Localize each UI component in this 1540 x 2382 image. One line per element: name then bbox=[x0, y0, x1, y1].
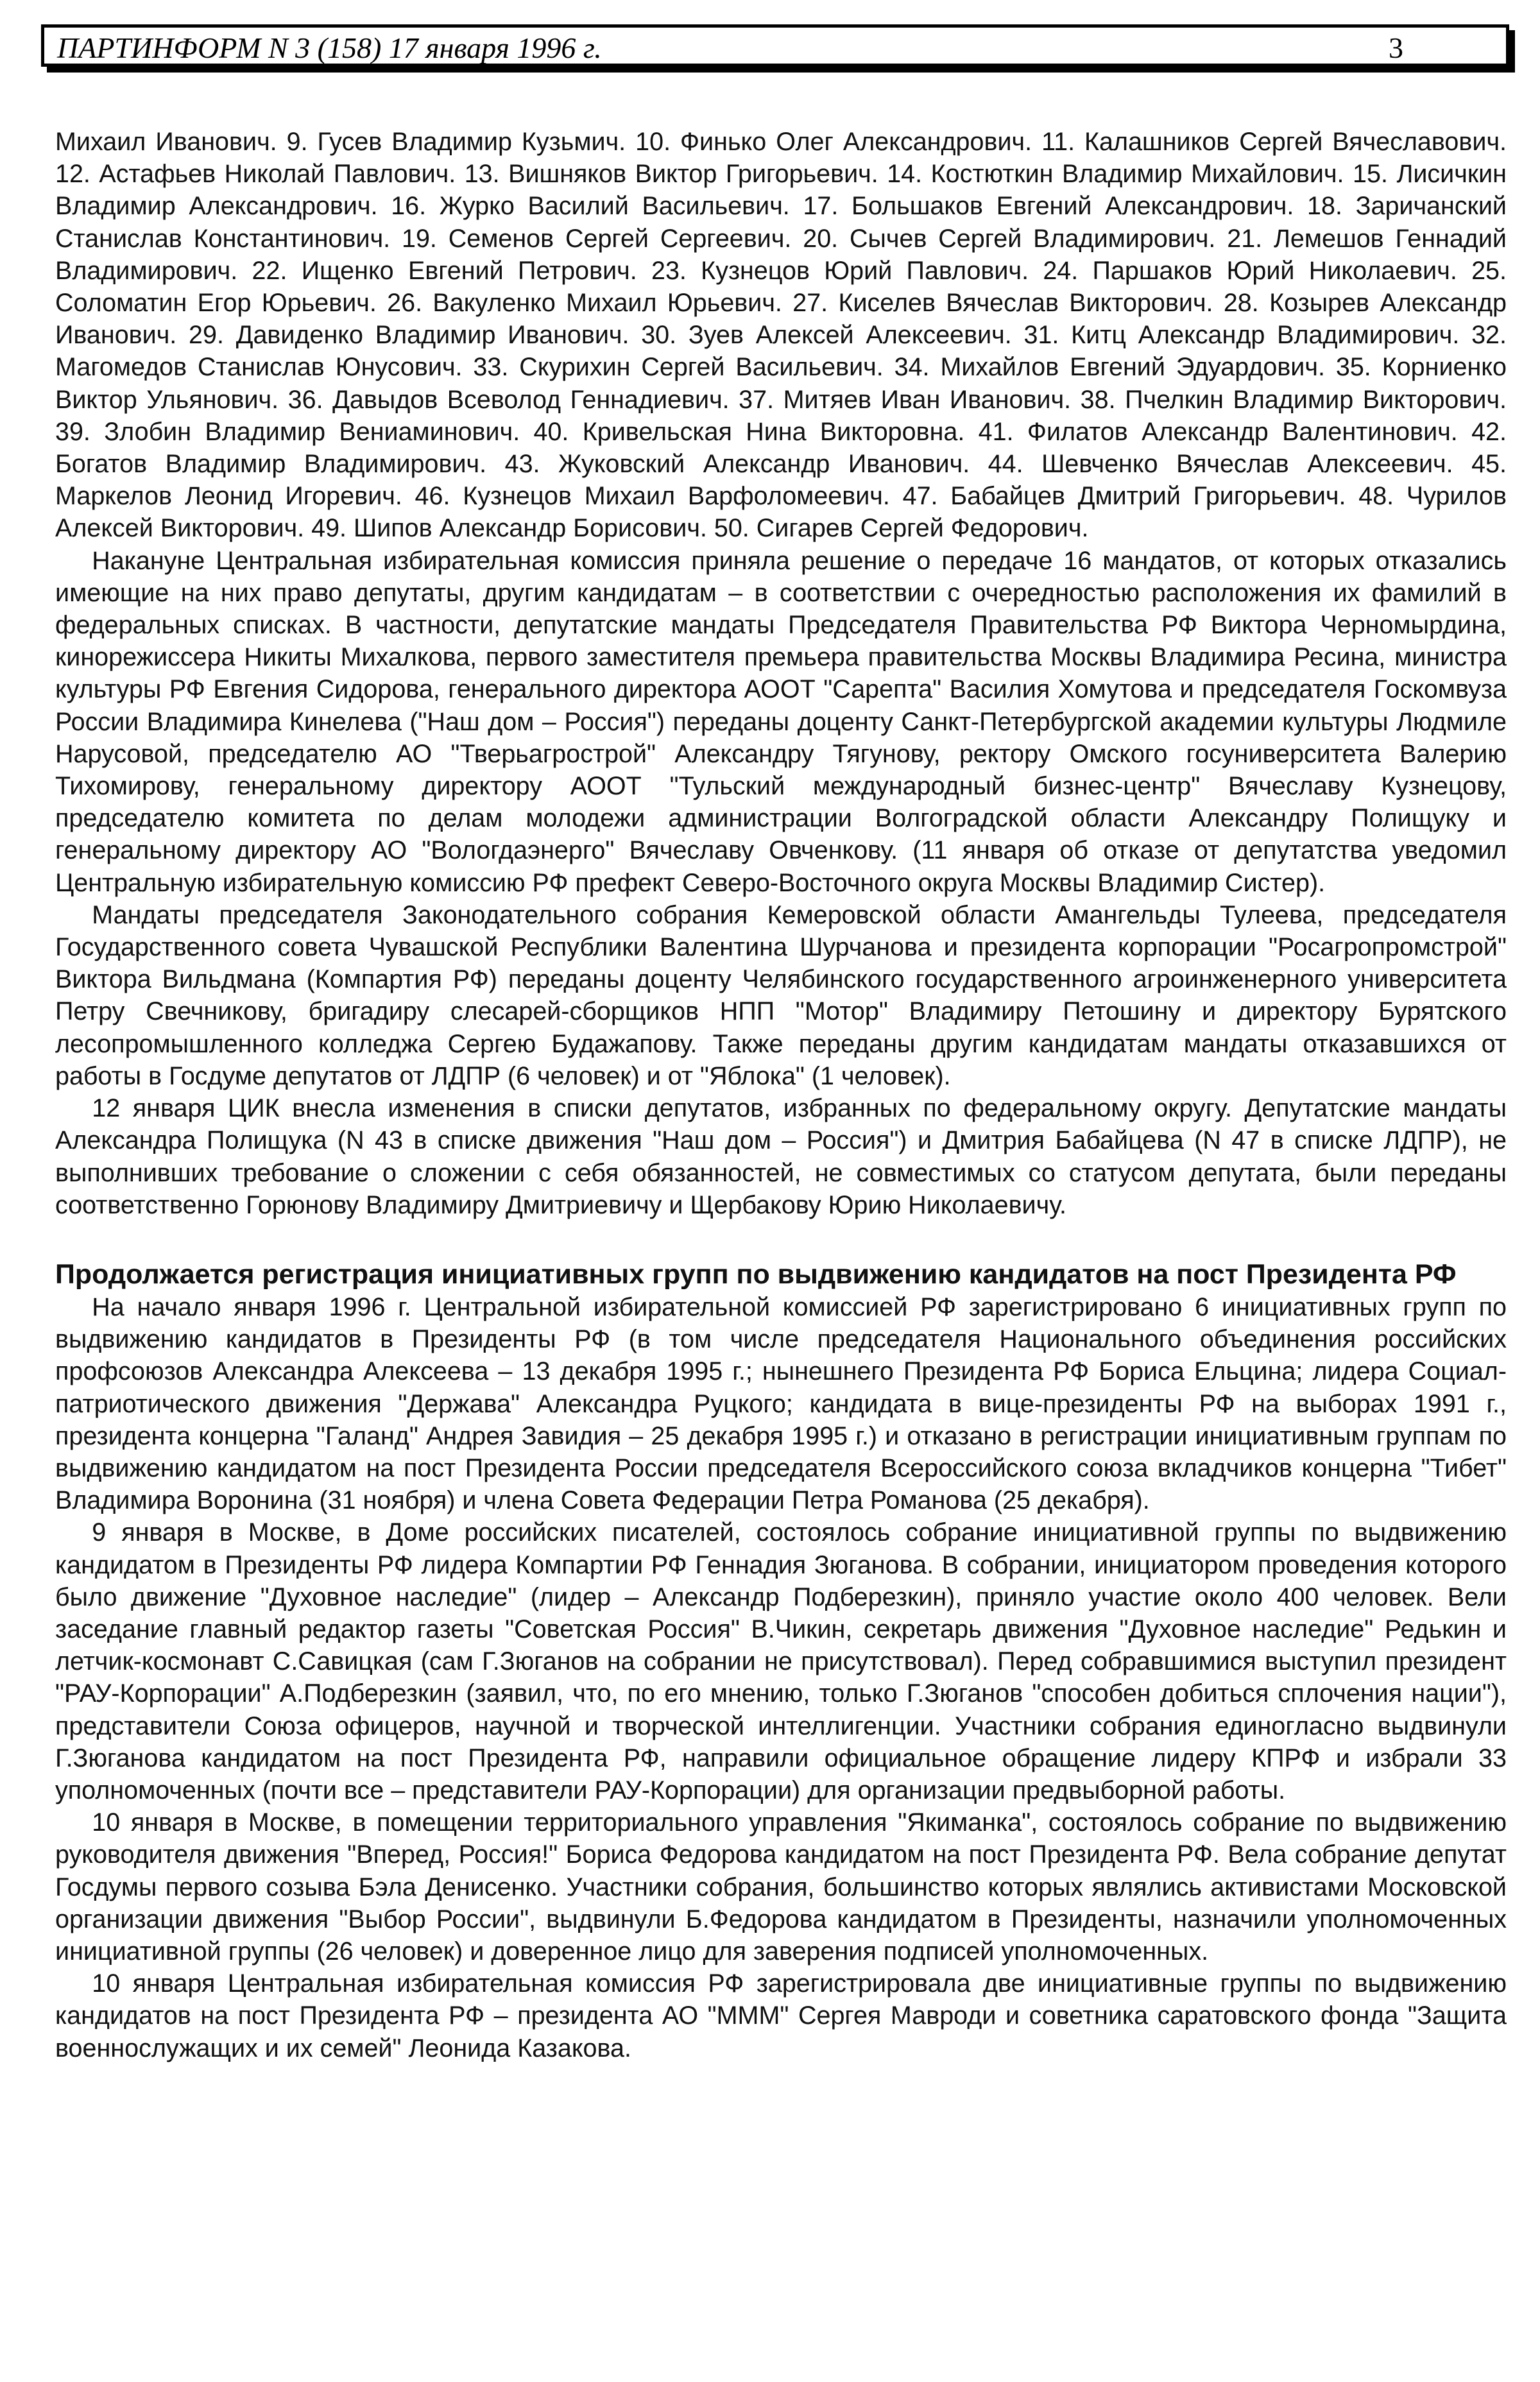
page-number: 3 bbox=[1389, 31, 1403, 64]
body-paragraph: 12 января ЦИК внесла изменения в списки депутатов, избранных по федеральному округу. Депутатские мандаты Александра Полищука (N 43 в списке движения "Наш дом – Россия") и Дмитрия Бабайцева (N 47 в списке ЛДПР), не выполнивших требование о сложении с себя обязанностей, не совместимых со статусом депутата, были переданы соответственно Горюнову Владимиру Дмитриевичу и Щербакову Юрию Николаевичу. bbox=[55, 1094, 1507, 1219]
body-paragraph: Мандаты председателя Законодательного собрания Кемеровской области Амангельды Тулеева, председателя Государственного совета Чувашской Республики Валентина Шурчанова и президента корпорации "Росагропромстрой" Виктора Вильдмана (Компартия РФ) переданы доценту Челябинского государственного агроинженерного университета Петру Свечникову, бригадиру слесарей-сборщиков НПП "Мотор" Владимиру Петошину и директору Бурятского лесопромышленного колледжа Сергею Будажапову. Также переданы другим кандидатам мандаты отказавшихся от работы в Госдуме депутатов от ЛДПР (6 человек) и от "Яблока" (1 человек). bbox=[55, 900, 1507, 1090]
body-paragraph: Накануне Центральная избирательная комиссия приняла решение о передаче 16 мандатов, от которых отказались имеющие на них право депутаты, другим кандидатам – в соответствии с очередностью расположения их фамилий в федеральных списках. В частности, депутатские мандаты Председателя Правительства РФ Виктора Черномырдина, кинорежиссера Никиты Михалкова, первого заместителя премьера правительства Москвы Владимира Ресина, министра культуры РФ Евгения Сидорова, генерального директора АООТ "Сарепта" Василия Хомутова и председателя Госкомвуза России Владимира Кинелева ("Наш дом – Россия") переданы доценту Санкт-Петербургской академии культуры Людмиле Нарусовой, председателю АО "Тверьагрострой" Александру Тягунову, ректору Омского госуниверситета Валерию Тихомирову, генеральному директору АООТ "Тульский международный бизнес-центр" Вячеславу Кузнецову, председателю комитета по делам молодежи администрации Волгоградской области Александру Полищуку и генеральному директору АО "Вологдаэнерго" Вячеславу Овченкову. (11 января об отказе от депутатства уведомил Центральную избирательную комиссию РФ префект Северо-Восточного округа Москвы Владимир Систер). bbox=[55, 546, 1507, 897]
body-paragraph: Михаил Иванович. 9. Гусев Владимир Кузьмич. 10. Финько Олег Александрович. 11. Калашников Сергей Вячеславович. 12. Астафьев Николай Павлович. 13. Вишняков Виктор Григорьевич. 14. Костюткин Владимир Михайлович. 15. Лисичкин Владимир Александрович. 16. Журко Василий Васильевич. 17. Большаков Евгений Александрович. 18. Заричанский Станислав Константинович. 19. Семенов Сергей Сергеевич. 20. Сычев Сергей Владимирович. 21. Лемешов Геннадий Владимирович. 22. Ищенко Евгений Петрович. 23. Кузнецов Юрий Павлович. 24. Паршаков Юрий Николаевич. 25. Соломатин Егор Юрьевич. 26. Вакуленко Михаил Юрьевич. 27. Киселев Вячеслав Викторович. 28. Козырев Александр Иванович. 29. Давиденко Владимир Иванович. 30. Зуев Алексей Алексеевич. 31. Китц Александр Владимирович. 32. Магомедов Станислав Юнусович. 33. Скурихин Сергей Васильевич. 34. Михайлов Евгений Эдуардович. 35. Корниенко Виктор Ульянович. 36. Давыдов Всеволод Геннадиевич. 37. Митяев Иван Иванович. 38. Пчелкин Владимир Викторович. 39. Злобин Владимир Вениаминович. 40. Кривельская Нина Викторовна. 41. Филатов Александр Валентинович. 42. Богатов Владимир Владимирович. 43. Жуковский Александр Иванович. 44. Шевченко Вячеслав Алексеевич. 45. Маркелов Леонид Игоревич. 46. Кузнецов Михаил Варфоломеевич. 47. Бабайцев Дмитрий Григорьевич. 48. Чурилов Алексей Викторович. 49. Шипов Александр Борисович. 50. Сигарев Сергей Федорович. bbox=[55, 128, 1507, 543]
body-paragraph: 10 января в Москве, в помещении территориального управления "Якиманка", состоялось собрание по выдвижению руководителя движения "Вперед, Россия!" Бориса Федорова кандидатом на пост Президента РФ. Вела собрание депутат Госдумы первого созыва Бэла Денисенко. Участники собрания, большинство которых являлись активистами Московской организации движения "Выбор России", выдвинули Б.Федорова кандидатом в Президенты, назначили уполномоченных инициативной группы (26 человек) и доверенное лицо для заверения подписей уполномоченных. bbox=[55, 1808, 1507, 1966]
body-paragraph: На начало января 1996 г. Центральной избирательной комиссией РФ зарегистрировано 6 инициативных групп по выдвижению кандидатов в Президенты РФ (в том числе председателя Национального объединения российских профсоюзов Александра Алексеева – 13 декабря 1995 г.; нынешнего Президента РФ Бориса Ельцина; лидера Социал-патриотического движения "Держава" Александра Руцкого; кандидата в вице-президенты РФ на выборах 1991 г., президента концерна "Галанд" Андрея Завидия – 25 декабря 1995 г.) и отказано в регистрации инициативным группам по выдвижению кандидатом на пост Президента России председателя Всероссийского союза вкладчиков концерна "Тибет" Владимира Воронина (31 ноября) и члена Совета Федерации Петра Романова (25 декабря). bbox=[55, 1292, 1507, 1515]
article-body bbox=[55, 126, 1507, 2064]
publication-title: ПАРТИНФОРМ N 3 (158) 17 января 1996 г. bbox=[57, 31, 602, 64]
body-paragraph: 9 января в Москве, в Доме российских писателей, состоялось собрание инициативной группы по выдвижению кандидатом в Президенты РФ лидера Компартии РФ Геннадия Зюганова. В собрании, инициатором проведения которого было движение "Духовное наследие" (лидер – Александр Подберезкин), приняло участие около 400 человек. Вели заседание главный редактор газеты "Советская Россия" В.Чикин, секретарь движения "Духовное наследие" Редькин и летчик-космонавт С.Савицкая (сам Г.Зюганов на собрании не присутствовал). Перед собравшимися выступил президент "РАУ-Корпорации" А.Подберезкин (заявил, что, по его мнению, только Г.Зюганов "способен добиться сплочения нации"), представители Союза офицеров, научной и творческой интеллигенции. Участники собрания единогласно выдвинули Г.Зюганова кандидатом на пост Президента РФ, направили официальное обращение лидеру КПРФ и избрали 33 уполномоченных (почти все – представители РАУ-Корпорации) для организации предвыборной работы. bbox=[55, 1518, 1507, 1804]
section-heading: Продолжается регистрация инициативных групп по выдвижению кандидатов на пост Президента РФ bbox=[55, 1258, 1457, 1290]
body-paragraph: 10 января Центральная избирательная комиссия РФ зарегистрировала две инициативные группы по выдвижению кандидатов на пост Президента РФ – президента АО "МММ" Сергея Мавроди и советника саратовского фонда "Защита военнослужащих и их семей" Леонида Казакова. bbox=[55, 1969, 1507, 2062]
page-header bbox=[41, 24, 1509, 67]
